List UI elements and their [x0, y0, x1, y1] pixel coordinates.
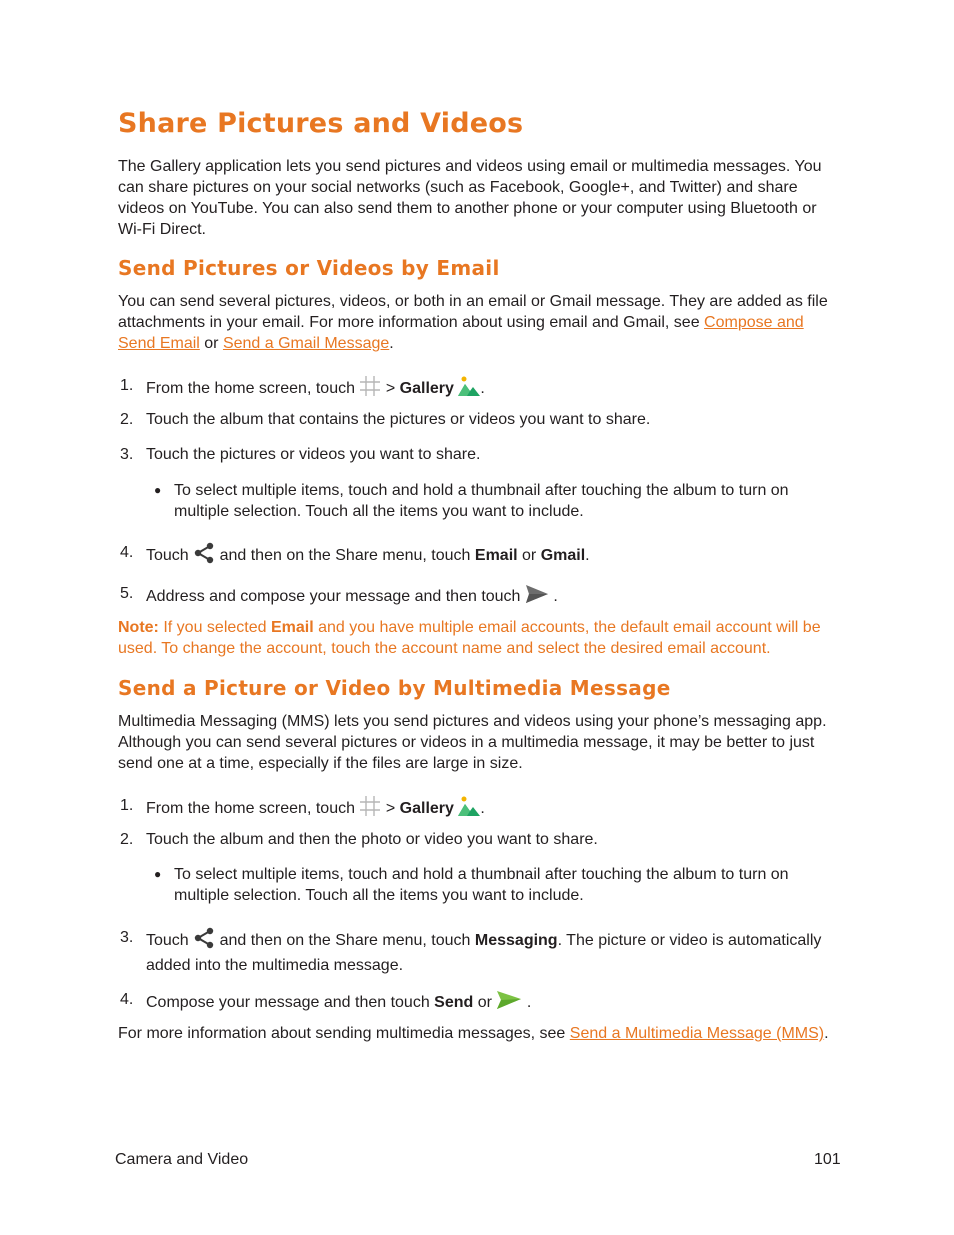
send-green-icon: [496, 989, 522, 1017]
note-text-post: and you have multiple email accounts, the default email account will be used. To change the account, touch the account name and select the desired email account.: [118, 619, 821, 657]
email-label: Email: [474, 547, 518, 564]
step-text: [146, 795, 846, 823]
step-number: 3.: [120, 929, 134, 946]
more-info-text: For more information about sending multimedia messages, see: [118, 1025, 570, 1042]
send-grey-icon: [525, 583, 549, 611]
bullet-dot: ●: [154, 483, 162, 497]
step-text: Touch the album that contains the pictures or videos you want to share.: [146, 411, 651, 428]
gmail-label: Gmail: [540, 547, 586, 564]
step-text-pre: Address and compose your message and then touch: [146, 588, 525, 605]
send-label: Send: [434, 994, 474, 1011]
mms-more-info: [118, 1023, 842, 1044]
bullet-text: To select multiple items, touch and hold a thumbnail after touching the album to turn on multiple selection. Touch all the items you want to include.: [174, 866, 789, 904]
step-text: Touch the pictures or videos you want to share.: [146, 446, 481, 463]
email-note: [118, 617, 842, 659]
note-bold: Email: [270, 619, 314, 636]
step-text: [146, 927, 846, 976]
step-text-post: . The picture or video is automatically added into the multimedia message.: [146, 932, 822, 974]
step-end: .: [480, 800, 485, 817]
send-gmail-link[interactable]: Send a Gmail Message: [222, 335, 390, 352]
compose-email-link[interactable]: Compose and Send Email: [118, 314, 804, 352]
email-intro-text: You can send several pictures, videos, or both in an email or Gmail message. They are added as file attachments in your email. For more information about using email and Gmail, see: [118, 293, 828, 331]
gallery-icon: [458, 795, 480, 823]
email-section-heading: Send Pictures or Videos by Email: [118, 256, 500, 280]
step-text-pre: Touch: [146, 547, 194, 564]
step-end: .: [553, 588, 558, 605]
bullet-text: To select multiple items, touch and hold a thumbnail after touching the album to turn on multiple selection. Touch all the items you want to include.: [174, 482, 789, 520]
step-text: [146, 375, 846, 403]
step-text-mid: and then on the Share menu, touch: [215, 932, 475, 949]
gallery-label: Gallery: [399, 380, 454, 397]
email-intro-paragraph: [118, 291, 842, 354]
step-text-pre: From the home screen, touch: [146, 380, 360, 397]
step-end: .: [480, 380, 485, 397]
step-or: or: [473, 994, 497, 1011]
step-or: or: [517, 547, 541, 564]
step-number: 5.: [120, 585, 134, 602]
page: [115, 0, 842, 1235]
messaging-label: Messaging: [474, 932, 558, 949]
step-number: 1.: [120, 797, 134, 814]
mms-section-heading: Send a Picture or Video by Multimedia Message: [118, 676, 671, 700]
step-sep: >: [381, 800, 400, 817]
more-info-end: .: [824, 1025, 829, 1042]
step-number: 4.: [120, 544, 134, 561]
step-sep: >: [381, 380, 400, 397]
mms-intro-paragraph: Multimedia Messaging (MMS) lets you send pictures and videos using your phone’s messaging app. Although you can send several pictures or videos in a multimedia message, it may be better to just send one at a time, especially if the files are large in size.: [118, 713, 827, 772]
note-text-pre: If you selected: [158, 619, 271, 636]
share-icon: [193, 927, 215, 955]
step-text-pre: From the home screen, touch: [146, 800, 360, 817]
gallery-label: Gallery: [399, 800, 454, 817]
footer-page-number: 101: [814, 1151, 841, 1168]
page-title: Share Pictures and Videos: [118, 108, 524, 139]
intro-paragraph: The Gallery application lets you send pictures and videos using email or multimedia messages. You can share pictures on your social networks (such as Facebook, Google+, and Twitter) and share videos on YouTube. You can also send them to another phone or your computer using Bluetooth or Wi-Fi Direct.: [118, 158, 822, 238]
step-number: 2.: [120, 411, 134, 428]
note-label: Note:: [118, 619, 159, 636]
email-intro-end: .: [389, 335, 394, 352]
send-mms-link[interactable]: Send a Multimedia Message (MMS): [569, 1025, 825, 1042]
step-text-mid: and then on the Share menu, touch: [215, 547, 475, 564]
gallery-icon: [458, 375, 480, 403]
step-end: .: [526, 994, 532, 1011]
email-intro-or: or: [199, 335, 223, 352]
step-number: 2.: [120, 831, 134, 848]
step-text-pre: Compose your message and then touch: [146, 994, 435, 1011]
share-icon: [193, 542, 215, 570]
step-text: [146, 583, 846, 611]
step-end: .: [585, 547, 590, 564]
bullet-dot: ●: [154, 867, 162, 881]
step-text: [146, 989, 846, 1017]
step-text: Touch the album and then the photo or video you want to share.: [146, 831, 598, 848]
step-text-pre: Touch: [146, 932, 194, 949]
step-text: [146, 542, 846, 570]
step-number: 3.: [120, 446, 134, 463]
step-number: 1.: [120, 377, 134, 394]
footer-section: Camera and Video: [115, 1151, 249, 1168]
step-number: 4.: [120, 991, 134, 1008]
apps-grid-icon: [359, 795, 381, 823]
apps-grid-icon: [359, 375, 381, 403]
